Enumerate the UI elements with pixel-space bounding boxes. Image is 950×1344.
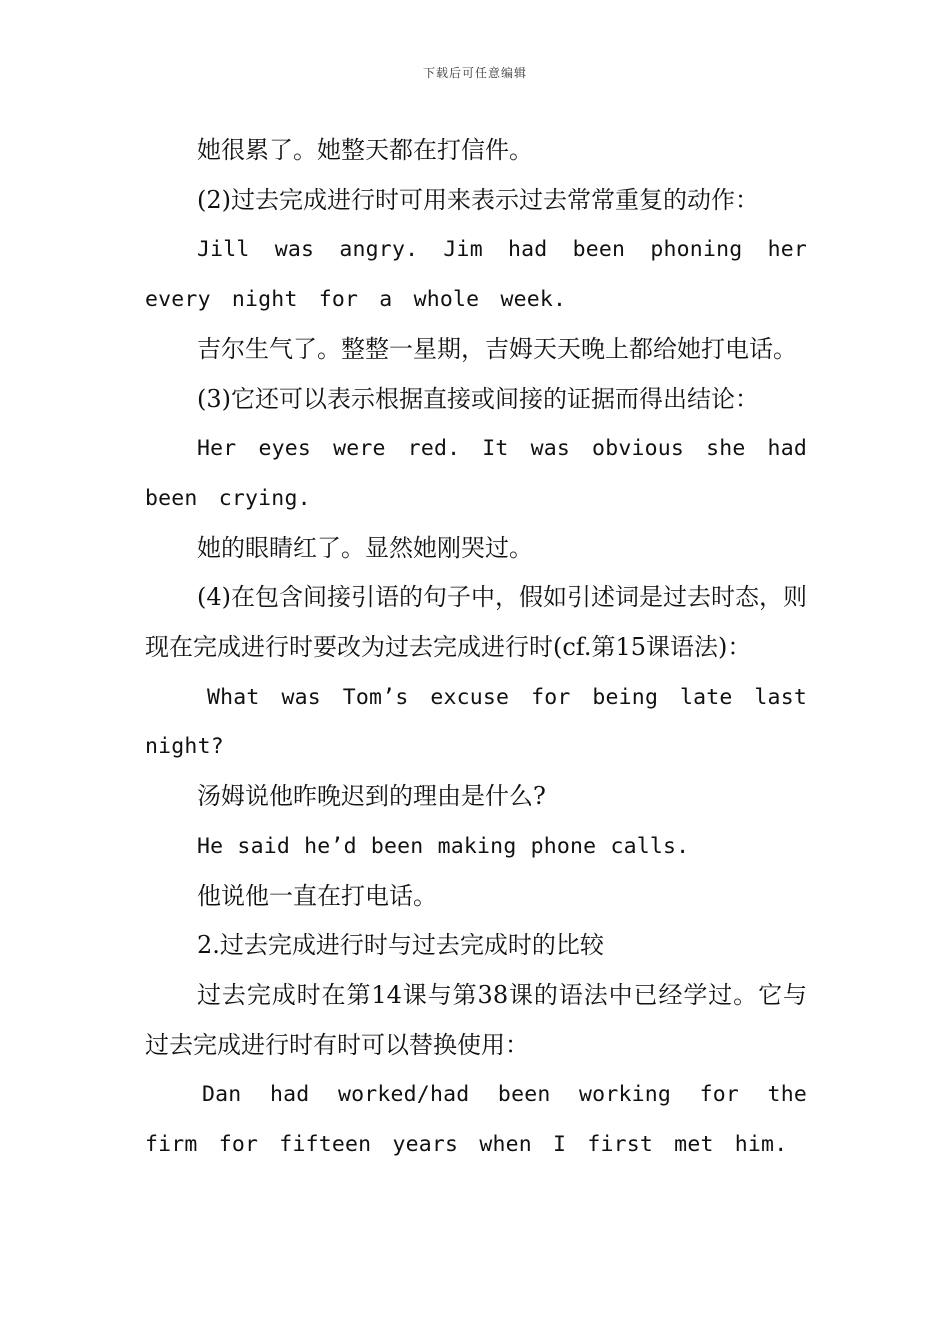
paragraph-translation-tired: 她很累了。她整天都在打信件。 [197, 136, 533, 164]
section-heading-comparison: 2.过去完成进行时与过去完成时的比较 [197, 931, 604, 960]
paragraph-translation-jill: 吉尔生气了。整整一星期，吉姆天天晚上都给她打电话。 [197, 334, 797, 363]
paragraph-example-jill: Jill was angry. Jim had been phoning her every night for a whole week. [145, 237, 807, 313]
paragraph-example-dan: Dan had worked/had been working for the firm for fifteen years when I first met him. [145, 1082, 807, 1158]
document-body [145, 126, 807, 1170]
page-header-note: 下载后可任意编辑 [422, 66, 527, 80]
paragraph-translation-tom: 汤姆说他昨晚迟到的理由是什么? [197, 782, 546, 811]
paragraph-translation-he-said: 他说他一直在打电话。 [197, 881, 437, 910]
paragraph-rule-4: (4)在包含间接引语的句子中，假如引述词是过去时态，则现在完成进行时要改为过去完成进行时(cf.第15课语法)： [145, 583, 807, 662]
paragraph-comparison-intro: 过去完成时在第14课与第38课的语法中已经学过。它与过去完成进行时有时可以替换使用： [145, 980, 807, 1059]
paragraph-example-he-said: He said he’d been making phone calls. [197, 833, 690, 859]
paragraph-example-tom: What was Tom’s excuse for being late last night? [145, 684, 807, 760]
paragraph-example-eyes: Her eyes were red. It was obvious she had been crying. [145, 436, 807, 511]
paragraph-rule-3: (3)它还可以表示根据直接或间接的证据而得出结论： [197, 384, 759, 413]
paragraph-translation-eyes: 她的眼睛红了。显然她刚哭过。 [197, 533, 533, 562]
paragraph-rule-2: (2)过去完成进行时可用来表示过去常常重复的动作： [197, 185, 759, 214]
